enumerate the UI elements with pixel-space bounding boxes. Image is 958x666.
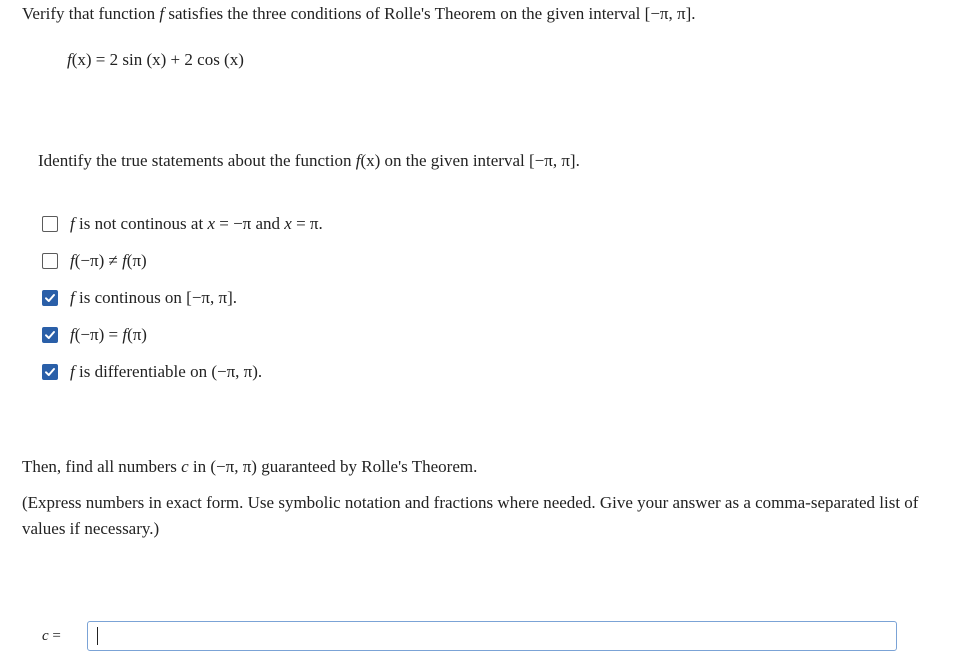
option-0-x1: x <box>207 214 215 233</box>
option-0-and: and <box>251 214 285 233</box>
option-values-equal[interactable] <box>42 324 147 346</box>
identify-end: . <box>575 151 580 170</box>
option-2-label <box>70 287 237 309</box>
find-pre-text: Then, find all numbers <box>22 457 182 476</box>
option-3-text2: (π) <box>127 325 147 344</box>
option-values-not-equal[interactable] <box>42 250 147 272</box>
option-continuous[interactable] <box>42 287 237 309</box>
problem-intro-text: Verify that function <box>22 4 160 23</box>
checkbox-option-3[interactable] <box>42 327 58 343</box>
option-1-text: (−π) ≠ <box>74 251 123 270</box>
answer-input[interactable] <box>87 621 897 651</box>
option-4-f: f <box>70 362 75 381</box>
option-0-label <box>70 213 323 235</box>
option-0-f: f <box>70 214 75 233</box>
checkbox-option-2[interactable] <box>42 290 58 306</box>
option-3-f2: f <box>122 325 128 344</box>
identify-pre-text: Identify the true statements about the function <box>38 151 356 170</box>
answer-eq: = <box>48 628 61 644</box>
option-3-text: (−π) = <box>74 325 123 344</box>
function-name: f <box>159 4 165 23</box>
identify-func-arg: (x) <box>360 151 381 170</box>
checkmark-icon <box>44 292 56 304</box>
checkmark-icon <box>44 329 56 341</box>
option-1-f: f <box>70 251 75 270</box>
option-3-f: f <box>70 325 75 344</box>
option-1-f2: f <box>122 251 127 270</box>
find-prompt <box>22 456 477 478</box>
option-2-text: is continous on [−π, π]. <box>74 288 238 307</box>
identify-func: f <box>355 151 361 170</box>
checkbox-option-1[interactable] <box>42 253 58 269</box>
option-0-eq1: = −π <box>214 214 252 233</box>
option-3-label <box>70 324 147 346</box>
option-4-label <box>70 361 262 383</box>
option-0-text: is not continous at <box>74 214 208 233</box>
option-4-text: is differentiable on (−π, π). <box>74 362 263 381</box>
option-2-f: f <box>70 288 75 307</box>
problem-interval: [−π, π] <box>644 4 692 23</box>
identify-prompt <box>38 150 580 172</box>
text-caret <box>97 627 98 645</box>
identify-interval: [−π, π] <box>529 151 576 170</box>
function-definition <box>67 49 244 71</box>
find-post-text: in (−π, π) guaranteed by Rolle's Theorem. <box>188 457 478 476</box>
checkbox-option-0[interactable] <box>42 216 58 232</box>
function-def-expression: (x) = 2 sin (x) + 2 cos (x) <box>71 50 244 69</box>
checkmark-icon <box>44 366 56 378</box>
option-0-eq2: = π. <box>291 214 323 233</box>
option-0-x2: x <box>284 214 292 233</box>
option-not-continuous[interactable] <box>42 213 323 235</box>
option-1-label <box>70 250 147 272</box>
problem-mid-text: satisfies the three conditions of Rolle's Theorem on the given interval <box>164 4 645 23</box>
option-1-text2: (π) <box>126 251 147 270</box>
answer-var: c <box>42 628 49 644</box>
answer-instructions: (Express numbers in exact form. Use symbolic notation and fractions where needed. Give your answer as a comma-separated list of values if necessary.) <box>22 493 919 538</box>
checkbox-option-4[interactable] <box>42 364 58 380</box>
problem-statement <box>22 3 695 25</box>
find-var: c <box>181 457 189 476</box>
answer-label <box>42 626 61 646</box>
option-differentiable[interactable] <box>42 361 262 383</box>
problem-end: . <box>691 4 696 23</box>
function-def-f: f <box>67 50 72 69</box>
identify-mid-text: on the given interval <box>380 151 529 170</box>
